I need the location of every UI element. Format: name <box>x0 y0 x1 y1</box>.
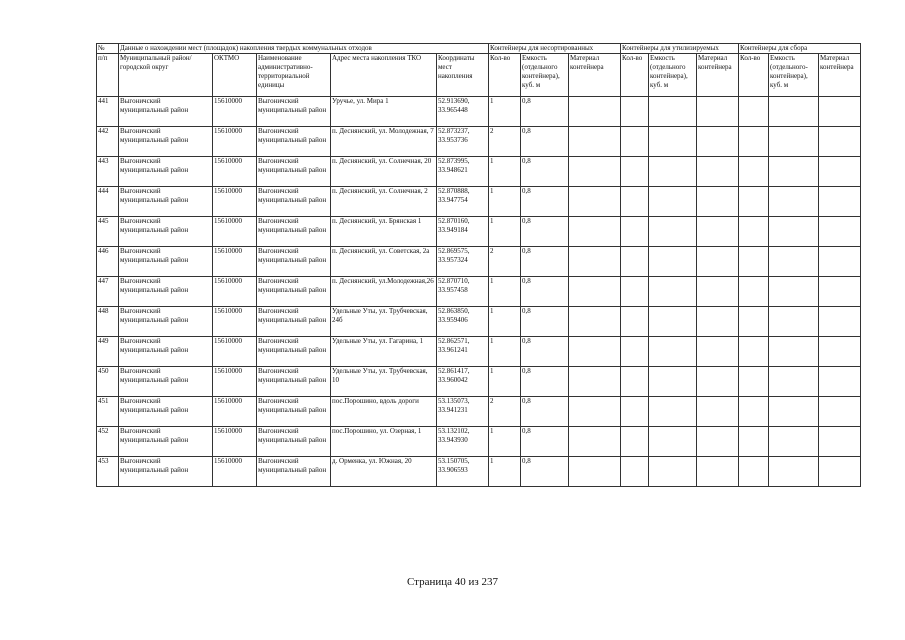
cell-disposal-material <box>697 307 739 337</box>
header-disposal-material: Материал контейнера <box>697 54 739 97</box>
header-address: Адрес места накопления ТКО <box>331 54 437 97</box>
row-num: 447 <box>97 277 119 307</box>
cell-disposal-count <box>621 367 649 397</box>
table-row <box>97 337 861 367</box>
cell-unsorted-count: 1 <box>489 307 521 337</box>
cell-oktmo: 15610000 <box>213 127 257 157</box>
cell-unsorted-capacity: 0,8 <box>521 277 569 307</box>
cell-unit-name: Выгоничский муниципальный район <box>257 247 331 277</box>
table-row <box>97 307 861 337</box>
cell-municipality: Выгоничский муниципальный район <box>119 247 213 277</box>
cell-oktmo: 15610000 <box>213 277 257 307</box>
cell-unsorted-material <box>569 397 621 427</box>
header-unsorted-material: Материал контейнера <box>569 54 621 97</box>
table-row <box>97 397 861 427</box>
cell-unit-name: Выгоничский муниципальный район <box>257 367 331 397</box>
cell-oktmo: 15610000 <box>213 427 257 457</box>
cell-unsorted-material <box>569 277 621 307</box>
cell-disposal-capacity <box>649 457 697 487</box>
cell-coords: 52.873995, 33.948621 <box>437 157 489 187</box>
cell-collect-material <box>819 247 861 277</box>
cell-collect-capacity <box>769 427 819 457</box>
cell-disposal-material <box>697 367 739 397</box>
row-num: 443 <box>97 157 119 187</box>
cell-collect-material <box>819 217 861 247</box>
cell-unsorted-material <box>569 427 621 457</box>
cell-unsorted-material <box>569 457 621 487</box>
cell-collect-count <box>739 247 769 277</box>
cell-disposal-capacity <box>649 187 697 217</box>
cell-collect-count <box>739 457 769 487</box>
cell-coords: 53.132102, 33.943930 <box>437 427 489 457</box>
cell-collect-capacity <box>769 97 819 127</box>
row-num: 441 <box>97 97 119 127</box>
cell-disposal-material <box>697 157 739 187</box>
registry-sheet <box>96 43 861 487</box>
cell-coords: 52.869575, 33.957324 <box>437 247 489 277</box>
header-collect-group: Контейнеры для сбора <box>739 44 861 54</box>
cell-disposal-capacity <box>649 157 697 187</box>
cell-collect-capacity <box>769 157 819 187</box>
cell-unsorted-count: 2 <box>489 247 521 277</box>
cell-unit-name: Выгоничский муниципальный район <box>257 397 331 427</box>
cell-unit-name: Выгоничский муниципальный район <box>257 187 331 217</box>
cell-collect-material <box>819 187 861 217</box>
cell-collect-material <box>819 367 861 397</box>
row-num: 453 <box>97 457 119 487</box>
cell-unsorted-count: 1 <box>489 277 521 307</box>
cell-disposal-capacity <box>649 247 697 277</box>
cell-unsorted-count: 1 <box>489 457 521 487</box>
cell-unit-name: Выгоничский муниципальный район <box>257 157 331 187</box>
cell-address: Удельные Уты, ул. Трубчевская, 10 <box>331 367 437 397</box>
cell-address: п. Деснянский, ул. Советская, 2а <box>331 247 437 277</box>
cell-disposal-capacity <box>649 217 697 247</box>
cell-disposal-material <box>697 247 739 277</box>
cell-oktmo: 15610000 <box>213 187 257 217</box>
table-row <box>97 157 861 187</box>
cell-address: Уручье, ул. Мира 1 <box>331 97 437 127</box>
cell-disposal-capacity <box>649 307 697 337</box>
cell-municipality: Выгоничский муниципальный район <box>119 157 213 187</box>
cell-disposal-material <box>697 217 739 247</box>
cell-collect-material <box>819 307 861 337</box>
table-row <box>97 457 861 487</box>
cell-collect-count <box>739 277 769 307</box>
cell-municipality: Выгоничский муниципальный район <box>119 127 213 157</box>
cell-municipality: Выгоничский муниципальный район <box>119 457 213 487</box>
page-number: Страница 40 из 237 <box>406 576 499 588</box>
cell-unsorted-count: 2 <box>489 127 521 157</box>
cell-municipality: Выгоничский муниципальный район <box>119 97 213 127</box>
header-data-group: Данные о нахождении мест (площадок) накопления твердых коммунальных отходов <box>119 44 489 54</box>
cell-unsorted-capacity: 0,8 <box>521 427 569 457</box>
cell-disposal-material <box>697 127 739 157</box>
cell-collect-material <box>819 397 861 427</box>
cell-unsorted-capacity: 0,8 <box>521 157 569 187</box>
cell-disposal-capacity <box>649 427 697 457</box>
cell-coords: 52.870160, 33.949184 <box>437 217 489 247</box>
cell-collect-capacity <box>769 397 819 427</box>
header-unsorted-count: Кол-во <box>489 54 521 97</box>
cell-coords: 52.870888, 33.947754 <box>437 187 489 217</box>
cell-unit-name: Выгоничский муниципальный район <box>257 277 331 307</box>
cell-unsorted-material <box>569 127 621 157</box>
cell-disposal-capacity <box>649 97 697 127</box>
cell-unit-name: Выгоничский муниципальный район <box>257 307 331 337</box>
cell-disposal-material <box>697 427 739 457</box>
cell-disposal-count <box>621 217 649 247</box>
cell-collect-capacity <box>769 247 819 277</box>
table-row <box>97 127 861 157</box>
cell-unsorted-count: 1 <box>489 157 521 187</box>
cell-unit-name: Выгоничский муниципальный район <box>257 337 331 367</box>
cell-disposal-count <box>621 247 649 277</box>
cell-municipality: Выгоничский муниципальный район <box>119 337 213 367</box>
cell-disposal-material <box>697 457 739 487</box>
cell-unsorted-count: 1 <box>489 217 521 247</box>
header-unsorted-capacity: Емкость (отдельного контейнера), куб. м <box>521 54 569 97</box>
cell-disposal-count <box>621 397 649 427</box>
table-row <box>97 277 861 307</box>
cell-collect-material <box>819 337 861 367</box>
cell-coords: 52.873237, 33.953736 <box>437 127 489 157</box>
cell-collect-capacity <box>769 187 819 217</box>
cell-unsorted-material <box>569 187 621 217</box>
cell-unit-name: Выгоничский муниципальный район <box>257 127 331 157</box>
table-body <box>97 97 861 487</box>
cell-municipality: Выгоничский муниципальный район <box>119 277 213 307</box>
cell-collect-count <box>739 97 769 127</box>
cell-oktmo: 15610000 <box>213 247 257 277</box>
header-municipality: Муниципальный район/городской округ <box>119 54 213 97</box>
cell-unit-name: Выгоничский муниципальный район <box>257 457 331 487</box>
cell-unsorted-capacity: 0,8 <box>521 247 569 277</box>
cell-disposal-count <box>621 337 649 367</box>
cell-oktmo: 15610000 <box>213 337 257 367</box>
cell-oktmo: 15610000 <box>213 217 257 247</box>
row-num: 451 <box>97 397 119 427</box>
cell-unsorted-material <box>569 157 621 187</box>
cell-unsorted-capacity: 0,8 <box>521 97 569 127</box>
cell-disposal-capacity <box>649 127 697 157</box>
cell-collect-capacity <box>769 127 819 157</box>
cell-collect-material <box>819 427 861 457</box>
header-coords: Координаты мест накопления <box>437 54 489 97</box>
cell-disposal-material <box>697 397 739 427</box>
cell-unsorted-count: 1 <box>489 97 521 127</box>
cell-municipality: Выгоничский муниципальный район <box>119 187 213 217</box>
cell-collect-count <box>739 187 769 217</box>
cell-municipality: Выгоничский муниципальный район <box>119 427 213 457</box>
cell-disposal-material <box>697 337 739 367</box>
cell-unit-name: Выгоничский муниципальный район <box>257 427 331 457</box>
cell-disposal-capacity <box>649 337 697 367</box>
cell-unsorted-capacity: 0,8 <box>521 187 569 217</box>
cell-collect-material <box>819 277 861 307</box>
header-collect-material: Материал контейнера <box>819 54 861 97</box>
cell-unsorted-material <box>569 97 621 127</box>
row-num: 446 <box>97 247 119 277</box>
cell-disposal-count <box>621 307 649 337</box>
row-num: 448 <box>97 307 119 337</box>
cell-oktmo: 15610000 <box>213 157 257 187</box>
cell-oktmo: 15610000 <box>213 307 257 337</box>
cell-disposal-count <box>621 127 649 157</box>
cell-collect-material <box>819 457 861 487</box>
cell-disposal-material <box>697 187 739 217</box>
header-unit-name: Наименование административно-территориальной единицы <box>257 54 331 97</box>
cell-collect-capacity <box>769 457 819 487</box>
header-collect-capacity: Емкость (отдельного-контейнера), куб. м <box>769 54 819 97</box>
cell-collect-count <box>739 217 769 247</box>
cell-collect-material <box>819 127 861 157</box>
row-num: 452 <box>97 427 119 457</box>
table-row <box>97 97 861 127</box>
cell-coords: 52.913690, 33.965448 <box>437 97 489 127</box>
cell-coords: 52.861417, 33.960042 <box>437 367 489 397</box>
cell-disposal-count <box>621 157 649 187</box>
cell-collect-capacity <box>769 307 819 337</box>
cell-collect-count <box>739 397 769 427</box>
cell-oktmo: 15610000 <box>213 397 257 427</box>
cell-oktmo: 15610000 <box>213 457 257 487</box>
cell-collect-count <box>739 427 769 457</box>
cell-address: Удельные Уты, ул. Гагарина, 1 <box>331 337 437 367</box>
cell-unsorted-capacity: 0,8 <box>521 217 569 247</box>
cell-disposal-count <box>621 97 649 127</box>
cell-coords: 52.863850, 33.959406 <box>437 307 489 337</box>
cell-unsorted-capacity: 0,8 <box>521 307 569 337</box>
cell-unsorted-material <box>569 337 621 367</box>
cell-address: Удельные Уты, ул. Трубчевская, 24б <box>331 307 437 337</box>
cell-disposal-capacity <box>649 397 697 427</box>
header-disposal-capacity: Емкость (отдельного контейнера), куб. м <box>649 54 697 97</box>
cell-collect-material <box>819 157 861 187</box>
cell-municipality: Выгоничский муниципальный район <box>119 217 213 247</box>
cell-coords: 53.150705, 33.906593 <box>437 457 489 487</box>
cell-coords: 52.862571, 33.961241 <box>437 337 489 367</box>
cell-address: пос.Порошино, ул. Озерная, 1 <box>331 427 437 457</box>
cell-collect-capacity <box>769 277 819 307</box>
cell-collect-material <box>819 97 861 127</box>
table-row <box>97 367 861 397</box>
cell-collect-count <box>739 307 769 337</box>
cell-unsorted-count: 2 <box>489 397 521 427</box>
cell-disposal-count <box>621 277 649 307</box>
cell-disposal-material <box>697 277 739 307</box>
cell-coords: 52.870710, 33.957458 <box>437 277 489 307</box>
table-row <box>97 217 861 247</box>
cell-unit-name: Выгоничский муниципальный район <box>257 217 331 247</box>
cell-unsorted-material <box>569 307 621 337</box>
cell-unsorted-capacity: 0,8 <box>521 457 569 487</box>
row-num: 449 <box>97 337 119 367</box>
cell-address: п. Деснянский, ул. Молодежная, 7 <box>331 127 437 157</box>
cell-oktmo: 15610000 <box>213 367 257 397</box>
cell-unsorted-material <box>569 367 621 397</box>
cell-unsorted-capacity: 0,8 <box>521 127 569 157</box>
cell-disposal-capacity <box>649 367 697 397</box>
cell-disposal-material <box>697 97 739 127</box>
header-oktmo: ОКТМО <box>213 54 257 97</box>
cell-collect-count <box>739 367 769 397</box>
header-disposal-count: Кол-во <box>621 54 649 97</box>
table-row <box>97 427 861 457</box>
cell-disposal-capacity <box>649 277 697 307</box>
header-disposal-group: Контейнеры для утилизируемых <box>621 44 739 54</box>
table-header <box>97 44 861 97</box>
row-num: 444 <box>97 187 119 217</box>
row-num: 450 <box>97 367 119 397</box>
cell-oktmo: 15610000 <box>213 97 257 127</box>
header-num: № <box>97 44 119 54</box>
cell-address: п. Деснянский, ул. Солнечная, 20 <box>331 157 437 187</box>
cell-unsorted-count: 1 <box>489 427 521 457</box>
header-pp: п/п <box>97 54 119 97</box>
cell-collect-capacity <box>769 217 819 247</box>
cell-unsorted-capacity: 0,8 <box>521 367 569 397</box>
waste-sites-table <box>96 43 861 487</box>
cell-collect-capacity <box>769 367 819 397</box>
header-collect-count: Кол-во <box>739 54 769 97</box>
cell-unsorted-material <box>569 247 621 277</box>
cell-address: п. Деснянский, ул.Молодежная,26 <box>331 277 437 307</box>
cell-unsorted-count: 1 <box>489 367 521 397</box>
cell-unsorted-capacity: 0,8 <box>521 397 569 427</box>
cell-collect-count <box>739 157 769 187</box>
cell-collect-count <box>739 127 769 157</box>
cell-collect-capacity <box>769 337 819 367</box>
cell-address: п. Деснянский, ул. Солнечная, 2 <box>331 187 437 217</box>
cell-municipality: Выгоничский муниципальный район <box>119 307 213 337</box>
cell-address: д. Орменка, ул. Южная, 20 <box>331 457 437 487</box>
cell-address: пос.Порошино, вдоль дороги <box>331 397 437 427</box>
cell-unit-name: Выгоничский муниципальный район <box>257 97 331 127</box>
cell-coords: 53.135073, 33.941231 <box>437 397 489 427</box>
cell-municipality: Выгоничский муниципальный район <box>119 367 213 397</box>
cell-unsorted-capacity: 0,8 <box>521 337 569 367</box>
cell-unsorted-material <box>569 217 621 247</box>
cell-collect-count <box>739 337 769 367</box>
table-row <box>97 187 861 217</box>
cell-disposal-count <box>621 187 649 217</box>
row-num: 445 <box>97 217 119 247</box>
cell-unsorted-count: 1 <box>489 337 521 367</box>
cell-disposal-count <box>621 457 649 487</box>
cell-unsorted-count: 1 <box>489 187 521 217</box>
cell-address: п. Деснянский, ул. Брянская 1 <box>331 217 437 247</box>
row-num: 442 <box>97 127 119 157</box>
cell-municipality: Выгоничский муниципальный район <box>119 397 213 427</box>
table-row <box>97 247 861 277</box>
cell-disposal-count <box>621 427 649 457</box>
header-unsorted-group: Контейнеры для несортированных <box>489 44 621 54</box>
